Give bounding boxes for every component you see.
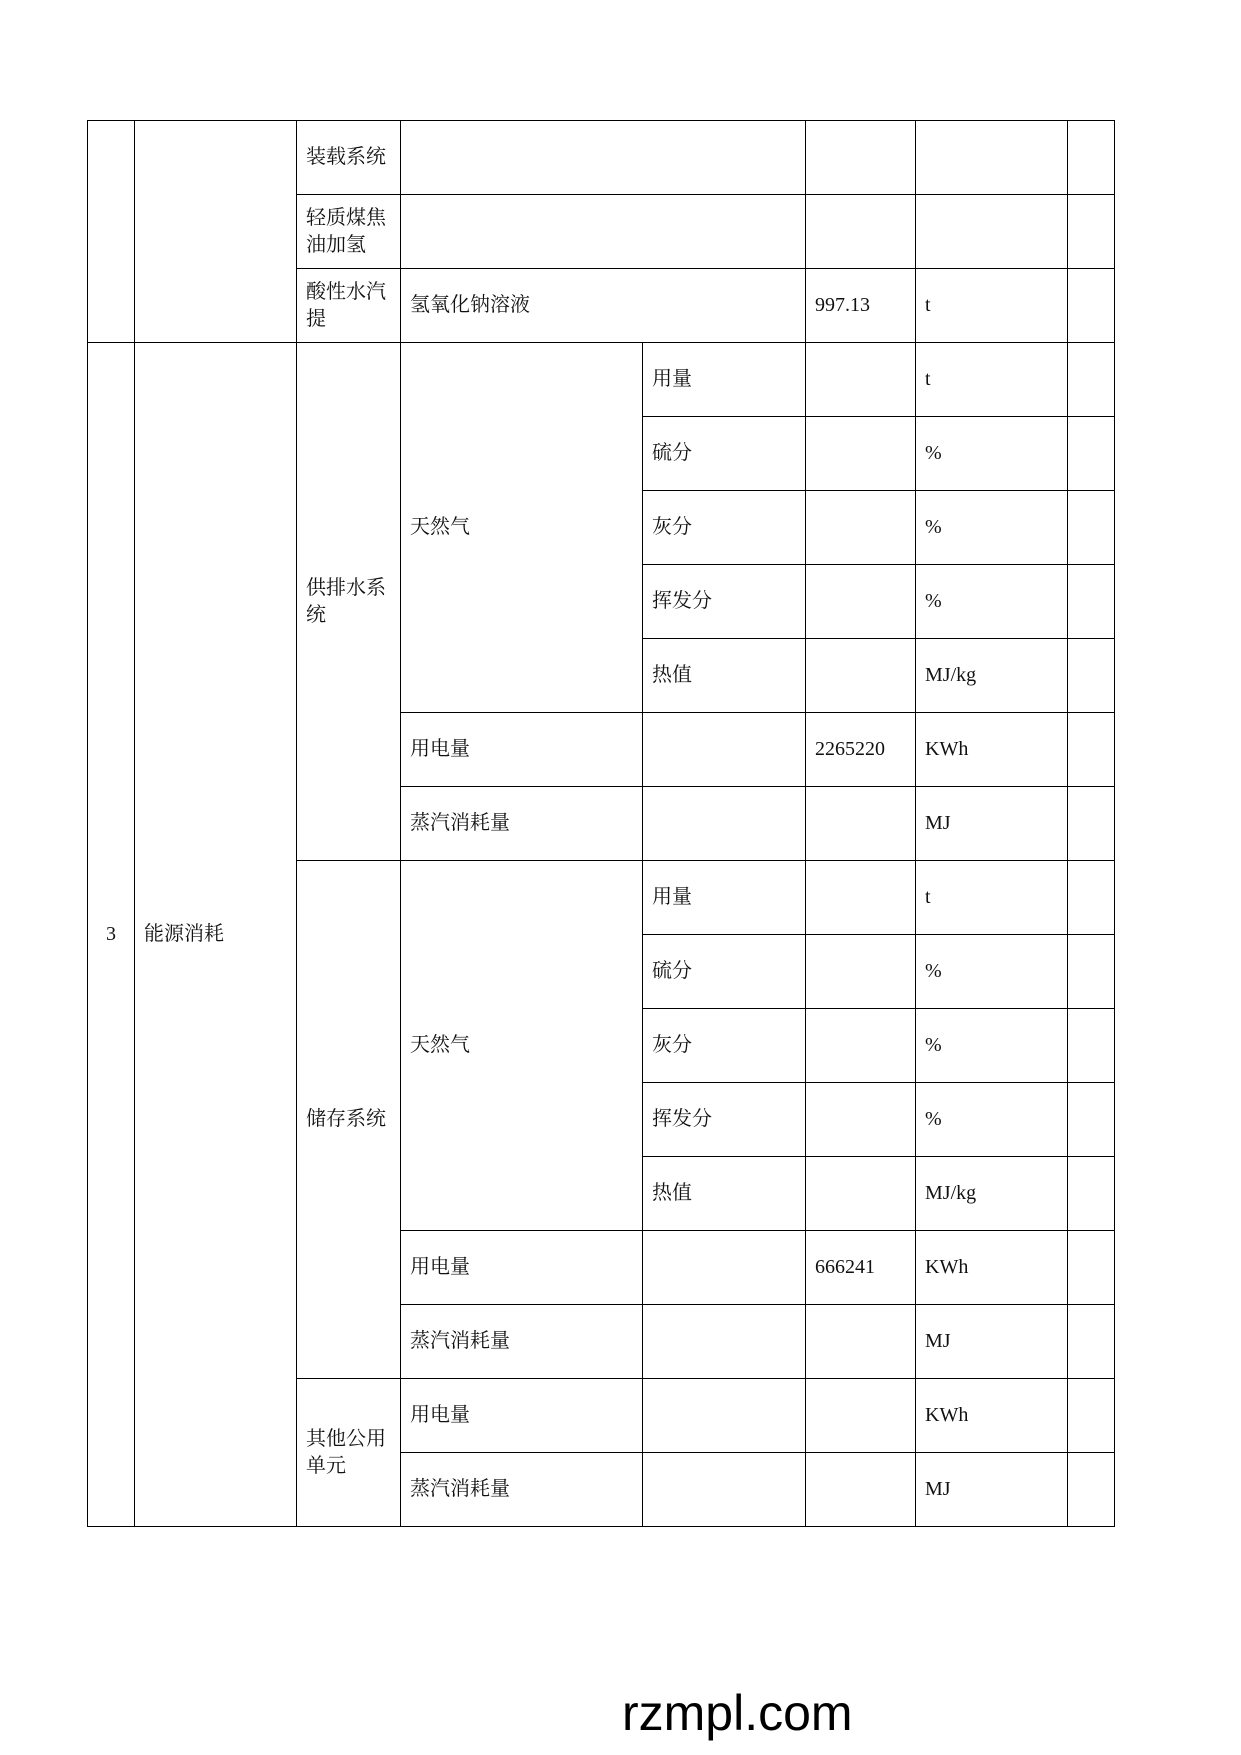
unit-cell: MJ/kg — [916, 639, 1068, 713]
unit-cell: % — [916, 565, 1068, 639]
unit-cell: MJ — [916, 787, 1068, 861]
unit-cell: % — [916, 1009, 1068, 1083]
unit-cell: % — [916, 1083, 1068, 1157]
value-cell — [806, 787, 916, 861]
item-cell: 蒸汽消耗量 — [401, 1453, 643, 1527]
value-cell — [806, 491, 916, 565]
item-cell: 用电量 — [401, 1231, 643, 1305]
unit-cell: % — [916, 491, 1068, 565]
remark-cell — [1068, 269, 1115, 343]
value-cell — [806, 343, 916, 417]
remark-cell — [1068, 1157, 1115, 1231]
param-cell: 热值 — [643, 1157, 806, 1231]
unit-cell: MJ — [916, 1453, 1068, 1527]
value-cell — [806, 861, 916, 935]
remark-cell — [1068, 1379, 1115, 1453]
value-cell — [806, 1453, 916, 1527]
unit-cell: t — [916, 861, 1068, 935]
unit-cell: KWh — [916, 713, 1068, 787]
category-cell — [135, 121, 297, 343]
item-cell: 用电量 — [401, 713, 643, 787]
value-cell — [806, 121, 916, 195]
unit-cell: t — [916, 269, 1068, 343]
remark-cell — [1068, 787, 1115, 861]
item-cell: 天然气 — [401, 861, 643, 1231]
item-cell — [401, 121, 806, 195]
item-cell: 氢氧化钠溶液 — [401, 269, 806, 343]
param-cell: 用量 — [643, 343, 806, 417]
unit-cell — [916, 195, 1068, 269]
remark-cell — [1068, 1305, 1115, 1379]
unit-cell — [916, 121, 1068, 195]
remark-cell — [1068, 639, 1115, 713]
value-cell — [806, 1157, 916, 1231]
system-cell: 其他公用单元 — [297, 1379, 401, 1527]
value-cell: 2265220 — [806, 713, 916, 787]
remark-cell — [1068, 417, 1115, 491]
value-cell — [806, 195, 916, 269]
item-cell: 用电量 — [401, 1379, 643, 1453]
remark-cell — [1068, 1231, 1115, 1305]
remark-cell — [1068, 121, 1115, 195]
unit-cell: KWh — [916, 1379, 1068, 1453]
param-cell: 用量 — [643, 861, 806, 935]
unit-cell: t — [916, 343, 1068, 417]
remark-cell — [1068, 1009, 1115, 1083]
unit-cell: % — [916, 935, 1068, 1009]
param-cell — [643, 1305, 806, 1379]
remark-cell — [1068, 343, 1115, 417]
value-cell: 666241 — [806, 1231, 916, 1305]
unit-cell: KWh — [916, 1231, 1068, 1305]
remark-cell — [1068, 1083, 1115, 1157]
system-cell: 装载系统 — [297, 121, 401, 195]
param-cell: 挥发分 — [643, 565, 806, 639]
item-cell: 蒸汽消耗量 — [401, 1305, 643, 1379]
system-cell: 供排水系统 — [297, 343, 401, 861]
param-cell: 硫分 — [643, 417, 806, 491]
param-cell — [643, 1231, 806, 1305]
value-cell — [806, 935, 916, 1009]
item-cell — [401, 195, 806, 269]
table-row — [88, 343, 1115, 417]
value-cell — [806, 565, 916, 639]
param-cell: 热值 — [643, 639, 806, 713]
value-cell — [806, 639, 916, 713]
value-cell — [806, 417, 916, 491]
index-cell: 3 — [88, 343, 135, 1527]
unit-cell: % — [916, 417, 1068, 491]
param-cell — [643, 787, 806, 861]
remark-cell — [1068, 565, 1115, 639]
value-cell — [806, 1305, 916, 1379]
value-cell: 997.13 — [806, 269, 916, 343]
param-cell: 挥发分 — [643, 1083, 806, 1157]
param-cell: 硫分 — [643, 935, 806, 1009]
energy-consumption-table — [87, 120, 1115, 1527]
param-cell: 灰分 — [643, 491, 806, 565]
item-cell: 天然气 — [401, 343, 643, 713]
param-cell — [643, 713, 806, 787]
remark-cell — [1068, 713, 1115, 787]
category-cell: 能源消耗 — [135, 343, 297, 1527]
system-cell: 储存系统 — [297, 861, 401, 1379]
remark-cell — [1068, 1453, 1115, 1527]
remark-cell — [1068, 935, 1115, 1009]
index-cell — [88, 121, 135, 343]
system-cell: 轻质煤焦油加氢 — [297, 195, 401, 269]
system-cell: 酸性水汽提 — [297, 269, 401, 343]
remark-cell — [1068, 861, 1115, 935]
param-cell: 灰分 — [643, 1009, 806, 1083]
value-cell — [806, 1083, 916, 1157]
table-row — [88, 121, 1115, 195]
value-cell — [806, 1009, 916, 1083]
unit-cell: MJ/kg — [916, 1157, 1068, 1231]
param-cell — [643, 1453, 806, 1527]
item-cell: 蒸汽消耗量 — [401, 787, 643, 861]
unit-cell: MJ — [916, 1305, 1068, 1379]
remark-cell — [1068, 195, 1115, 269]
param-cell — [643, 1379, 806, 1453]
value-cell — [806, 1379, 916, 1453]
remark-cell — [1068, 491, 1115, 565]
watermark-text: rzmpl.com — [622, 1685, 853, 1741]
